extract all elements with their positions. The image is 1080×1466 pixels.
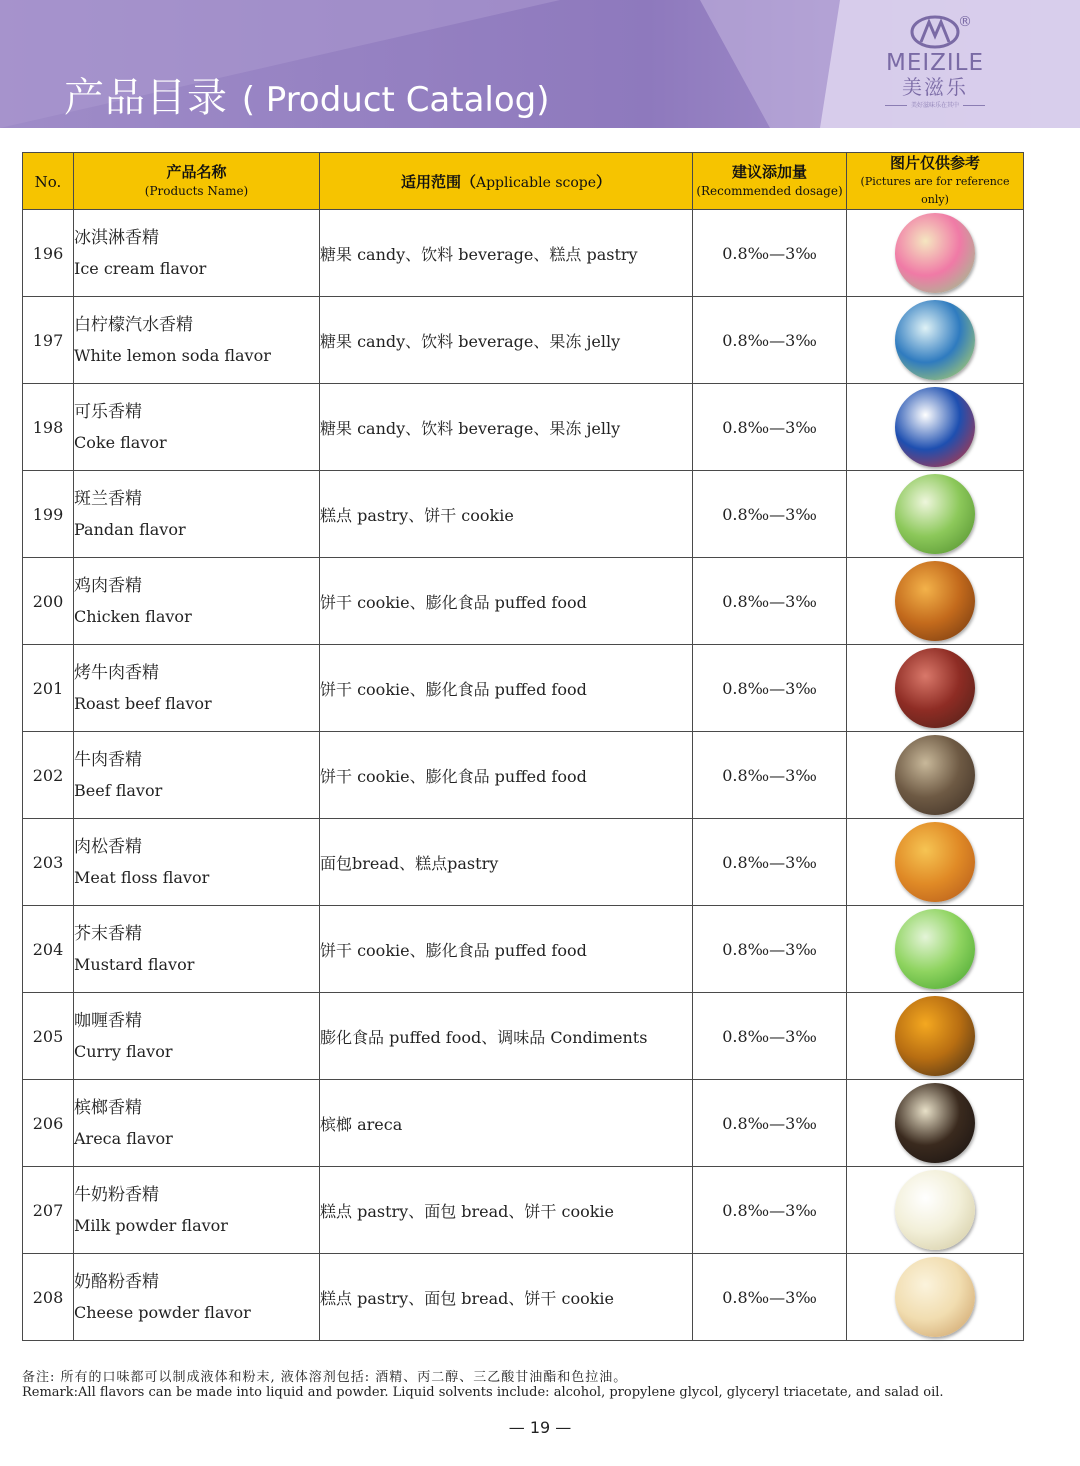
product-name-english: Areca flavor <box>74 1129 173 1148</box>
product-name <box>74 1254 320 1341</box>
ice-cream-photo <box>895 213 975 293</box>
product-name-chinese: 槟榔香精 <box>74 1098 142 1118</box>
product-name <box>74 471 320 558</box>
product-name-chinese: 烤牛肉香精 <box>74 663 159 683</box>
applicable-scope: 饼干 cookie、膨化食品 puffed food <box>320 558 693 645</box>
recommended-dosage: 0.8‰—3‰ <box>693 993 847 1080</box>
recommended-dosage: 0.8‰—3‰ <box>693 297 847 384</box>
reference-picture-cell <box>847 906 1024 993</box>
product-number: 199 <box>23 471 74 558</box>
product-name <box>74 297 320 384</box>
product-name-english: White lemon soda flavor <box>74 346 271 365</box>
product-number: 201 <box>23 645 74 732</box>
page-title <box>64 66 550 123</box>
header-recommended-dosage: 建议添加量 (Recommended dosage) <box>693 153 847 210</box>
product-number: 207 <box>23 1167 74 1254</box>
recommended-dosage: 0.8‰—3‰ <box>693 471 847 558</box>
applicable-scope: 糖果 candy、饮料 beverage、糕点 pastry <box>320 210 693 297</box>
wasabi-photo <box>895 909 975 989</box>
product-name <box>74 1167 320 1254</box>
remark-english: Remark:All flavors can be made into liquid and powder. Liquid solvents include: alcohol, propylene glycol, glyceryl triacetate, and salad oil. <box>22 1385 944 1400</box>
recommended-dosage: 0.8‰—3‰ <box>693 1080 847 1167</box>
product-name-english: Meat floss flavor <box>74 868 210 887</box>
recommended-dosage: 0.8‰—3‰ <box>693 819 847 906</box>
applicable-scope: 糕点 pastry、面包 bread、饼干 cookie <box>320 1167 693 1254</box>
table-row <box>23 1167 1024 1254</box>
product-name <box>74 1080 320 1167</box>
beef-photo <box>895 735 975 815</box>
brand-mark-icon <box>909 14 961 50</box>
milk-powder-photo <box>895 1170 975 1250</box>
remark-chinese: 备注: 所有的口味都可以制成液体和粉末, 液体溶剂包括: 酒精、丙二醇、三乙酸甘油酯和色拉油。 <box>22 1370 628 1385</box>
product-name-chinese: 白柠檬汽水香精 <box>74 315 193 335</box>
product-name <box>74 384 320 471</box>
recommended-dosage: 0.8‰—3‰ <box>693 1254 847 1341</box>
table-row <box>23 819 1024 906</box>
table-row <box>23 558 1024 645</box>
reference-picture-cell <box>847 471 1024 558</box>
product-number: 205 <box>23 993 74 1080</box>
applicable-scope: 糕点 pastry、饼干 cookie <box>320 471 693 558</box>
product-name-english: Mustard flavor <box>74 955 195 974</box>
table-row <box>23 1080 1024 1167</box>
header-pictures: 图片仅供参考 (Pictures are for reference only) <box>847 153 1024 210</box>
product-name-english: Ice cream flavor <box>74 259 207 278</box>
reference-picture-cell <box>847 1167 1024 1254</box>
product-name <box>74 819 320 906</box>
recommended-dosage: 0.8‰—3‰ <box>693 558 847 645</box>
product-number: 200 <box>23 558 74 645</box>
product-name-chinese: 牛奶粉香精 <box>74 1185 159 1205</box>
reference-picture-cell <box>847 558 1024 645</box>
product-number: 198 <box>23 384 74 471</box>
table-header-row <box>23 153 1024 210</box>
roast-chicken-photo <box>895 561 975 641</box>
pandan-cake-photo <box>895 474 975 554</box>
product-name-chinese: 斑兰香精 <box>74 489 142 509</box>
table-row <box>23 210 1024 297</box>
applicable-scope: 饼干 cookie、膨化食品 puffed food <box>320 906 693 993</box>
product-number: 202 <box>23 732 74 819</box>
page-number: — 19 — <box>508 1418 572 1437</box>
cheese-powder-photo <box>895 1257 975 1337</box>
product-number: 203 <box>23 819 74 906</box>
product-name <box>74 558 320 645</box>
table-body <box>23 210 1024 1341</box>
brand-name-chinese: 美滋乐 <box>902 75 968 99</box>
reference-picture-cell <box>847 210 1024 297</box>
recommended-dosage: 0.8‰—3‰ <box>693 645 847 732</box>
product-name <box>74 906 320 993</box>
title-english: ( Product Catalog) <box>241 80 550 120</box>
table-row <box>23 732 1024 819</box>
applicable-scope: 槟榔 areca <box>320 1080 693 1167</box>
table-row <box>23 645 1024 732</box>
applicable-scope: 糕点 pastry、面包 bread、饼干 cookie <box>320 1254 693 1341</box>
table-row <box>23 384 1024 471</box>
reference-picture-cell <box>847 645 1024 732</box>
applicable-scope: 饼干 cookie、膨化食品 puffed food <box>320 645 693 732</box>
areca-nut-photo <box>895 1083 975 1163</box>
meat-floss-bread-photo <box>895 822 975 902</box>
lemon-soda-photo <box>895 300 975 380</box>
product-number: 204 <box>23 906 74 993</box>
reference-picture-cell <box>847 1080 1024 1167</box>
product-number: 196 <box>23 210 74 297</box>
roast-beef-photo <box>895 648 975 728</box>
product-name-english: Chicken flavor <box>74 607 192 626</box>
recommended-dosage: 0.8‰—3‰ <box>693 906 847 993</box>
brand-name-english: MEIZILE <box>885 50 985 76</box>
product-name-chinese: 芥末香精 <box>74 924 142 944</box>
product-name-chinese: 牛肉香精 <box>74 750 142 770</box>
recommended-dosage: 0.8‰—3‰ <box>693 1167 847 1254</box>
header-banner <box>0 0 1080 128</box>
title-chinese: 产品目录 <box>64 75 228 121</box>
product-name-chinese: 咖喱香精 <box>74 1011 142 1031</box>
product-name-chinese: 可乐香精 <box>74 402 142 422</box>
reference-picture-cell <box>847 297 1024 384</box>
cola-cups-photo <box>895 387 975 467</box>
table-row <box>23 993 1024 1080</box>
recommended-dosage: 0.8‰—3‰ <box>693 210 847 297</box>
recommended-dosage: 0.8‰—3‰ <box>693 384 847 471</box>
applicable-scope: 饼干 cookie、膨化食品 puffed food <box>320 732 693 819</box>
product-name-chinese: 奶酪粉香精 <box>74 1272 159 1292</box>
applicable-scope: 膨化食品 puffed food、调味品 Condiments <box>320 993 693 1080</box>
brand-tagline: 美好滋味乐在其中 <box>870 100 1000 109</box>
product-name <box>74 645 320 732</box>
reference-picture-cell <box>847 384 1024 471</box>
curry-bowl-photo <box>895 996 975 1076</box>
product-number: 206 <box>23 1080 74 1167</box>
product-name-english: Curry flavor <box>74 1042 173 1061</box>
product-name-english: Milk powder flavor <box>74 1216 228 1235</box>
table-row <box>23 471 1024 558</box>
registered-mark: ® <box>958 14 972 30</box>
product-name-chinese: 肉松香精 <box>74 837 142 857</box>
recommended-dosage: 0.8‰—3‰ <box>693 732 847 819</box>
reference-picture-cell <box>847 732 1024 819</box>
product-name <box>74 993 320 1080</box>
product-name-chinese: 鸡肉香精 <box>74 576 142 596</box>
product-name-english: Beef flavor <box>74 781 163 800</box>
product-number: 197 <box>23 297 74 384</box>
product-catalog-table <box>22 152 1024 1341</box>
product-name-english: Coke flavor <box>74 433 167 452</box>
product-name <box>74 732 320 819</box>
header-no: No. <box>23 153 74 210</box>
table-row <box>23 297 1024 384</box>
applicable-scope: 糖果 candy、饮料 beverage、果冻 jelly <box>320 384 693 471</box>
applicable-scope: 糖果 candy、饮料 beverage、果冻 jelly <box>320 297 693 384</box>
reference-picture-cell <box>847 819 1024 906</box>
product-name-english: Pandan flavor <box>74 520 186 539</box>
product-name <box>74 210 320 297</box>
header-product-name: 产品名称 (Products Name) <box>74 153 320 210</box>
brand-logo <box>870 14 1000 109</box>
product-name-english: Roast beef flavor <box>74 694 212 713</box>
table-row <box>23 1254 1024 1341</box>
reference-picture-cell <box>847 993 1024 1080</box>
product-name-english: Cheese powder flavor <box>74 1303 251 1322</box>
product-number: 208 <box>23 1254 74 1341</box>
product-name-chinese: 冰淇淋香精 <box>74 228 159 248</box>
header-applicable-scope: 适用范围（Applicable scope） <box>320 153 693 210</box>
reference-picture-cell <box>847 1254 1024 1341</box>
table-row <box>23 906 1024 993</box>
applicable-scope: 面包bread、糕点pastry <box>320 819 693 906</box>
